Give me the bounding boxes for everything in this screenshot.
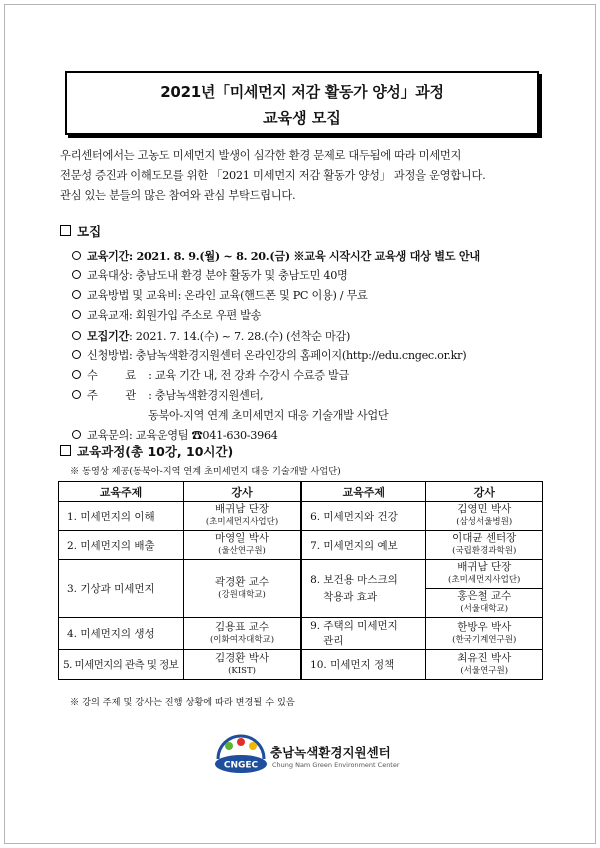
list-item: 신청방법: 충남녹색환경지원센터 온라인강의 홈페이지(http://edu.cngec.or.kr): [72, 346, 562, 366]
circle-bullet-icon: [72, 270, 81, 279]
course-subject: 1. 미세먼지의 이해: [59, 502, 184, 531]
course-subject: 10. 미세먼지 정책: [301, 650, 426, 680]
list-item: 주 관: 충남녹색환경지원센터,: [72, 386, 562, 406]
table-header-row: [59, 482, 543, 502]
course-instructor: 홍은철 교수 (서울대학교): [426, 589, 543, 618]
intro-line: 관심 있는 분들의 많은 참여와 관심 부탁드립니다.: [60, 189, 296, 202]
course-instructor: 김경환 박사 (KIST): [183, 650, 301, 680]
course-instructor: 배귀남 단장 (초미세먼지사업단): [426, 560, 543, 589]
course-subject: 9. 주택의 미세먼지 관리: [301, 618, 426, 650]
intro-line: 우리센터에서는 고농도 미세먼지 발생이 심각한 환경 문제로 대두됨에 따라 미세먼지: [60, 149, 462, 162]
course-table: [58, 481, 543, 680]
course-subject: 3. 기상과 미세먼지: [59, 560, 184, 618]
list-item: 교육문의: 교육운영팀 ☎041-630-3964: [72, 426, 562, 446]
title-box: [65, 71, 539, 135]
square-bullet-icon: [60, 445, 71, 456]
circle-bullet-icon: [72, 370, 81, 379]
list-item: 교육방법 및 교육비: 온라인 교육(핸드폰 및 PC 이용) / 무료: [72, 286, 562, 306]
footer-logo: [212, 733, 402, 777]
course-instructor: 김영민 박사 (삼성서울병원): [426, 502, 543, 531]
circle-bullet-icon: [72, 290, 81, 299]
circle-bullet-icon: [72, 251, 81, 260]
course-instructor: 최유진 박사 (서울연구원): [426, 650, 543, 680]
course-note: ※ 동영상 제공(동북아-지역 연계 초미세먼지 대응 기술개발 사업단): [70, 466, 341, 477]
intro-line: 전문성 증진과 이해도모를 위한 「2021 미세먼지 저감 활동가 양성」 과정을 운영합니다.: [60, 169, 486, 182]
course-subject: 2. 미세먼지의 배출: [59, 531, 184, 560]
list-item: 교육대상: 충남도내 환경 분야 활동가 및 충남도민 40명: [72, 266, 562, 286]
circle-bullet-icon: [72, 310, 81, 319]
list-item: 교육기간: 2021. 8. 9.(월) ~ 8. 20.(금) ※교육 시작시간 교육생 대상 별도 안내: [72, 246, 562, 266]
table-row: [59, 650, 543, 680]
circle-bullet-icon: [72, 350, 81, 359]
recruit-heading: 모집: [60, 222, 101, 240]
course-instructor: 이대균 센터장 (국립환경과학원): [426, 531, 543, 560]
table-row: [59, 560, 543, 589]
col-header-instructor: 강사: [183, 482, 301, 502]
course-subject: 6. 미세먼지와 건강: [301, 502, 426, 531]
course-subject: 7. 미세먼지의 예보: [301, 531, 426, 560]
logo-text: CNGEC: [223, 760, 259, 771]
course-instructor: 곽경환 교수 (강원대학교): [183, 560, 301, 618]
course-subject: 5. 미세먼지의 관측 및 정보: [59, 650, 184, 680]
square-bullet-icon: [60, 225, 71, 236]
title-line-1: 2021년「미세먼지 저감 활동가 양성」과정: [160, 83, 444, 101]
title-line-2: 교육생 모집: [263, 109, 341, 127]
cngec-logo-icon: [212, 733, 270, 777]
col-header-subject: 교육주제: [301, 482, 426, 502]
course-footnote: ※ 강의 주제 및 강사는 진행 상황에 따라 변경될 수 있음: [70, 697, 295, 708]
course-subject: 4. 미세먼지의 생성: [59, 618, 184, 650]
col-header-instructor: 강사: [426, 482, 543, 502]
org-name-korean: 충남녹색환경지원센터: [270, 745, 391, 760]
col-header-subject: 교육주제: [59, 482, 184, 502]
course-instructor: 마영일 박사 (울산연구원): [183, 531, 301, 560]
list-item: 교육교재: 회원가입 주소로 우편 발송: [72, 306, 562, 326]
org-name-english: Chung Nam Green Environment Center: [272, 761, 400, 769]
course-instructor: 배귀남 단장 (초미세먼지사업단): [183, 502, 301, 531]
list-item: 수 료: 교육 기간 내, 전 강좌 수강시 수료증 발급: [72, 366, 562, 386]
course-heading: 교육과정(총 10강, 10시간): [60, 442, 233, 460]
circle-bullet-icon: [72, 390, 81, 399]
course-subject: 8. 보건용 마스크의 착용과 효과: [301, 560, 426, 618]
list-item: 모집기간: 2021. 7. 14.(수) ~ 7. 28.(수) (선착순 마감): [72, 326, 562, 346]
table-row: [59, 618, 543, 650]
table-row: [59, 531, 543, 560]
table-row: [59, 502, 543, 531]
course-instructor: 김용표 교수 (이화여자대학교): [183, 618, 301, 650]
intro-paragraph: [60, 146, 550, 206]
circle-bullet-icon: [72, 430, 81, 439]
circle-bullet-icon: [72, 331, 81, 340]
course-instructor: 한방우 박사 (한국기계연구원): [426, 618, 543, 650]
list-item-continuation: 동북아-지역 연계 초미세먼지 대응 기술개발 사업단: [148, 409, 389, 422]
recruit-list: [72, 246, 562, 446]
